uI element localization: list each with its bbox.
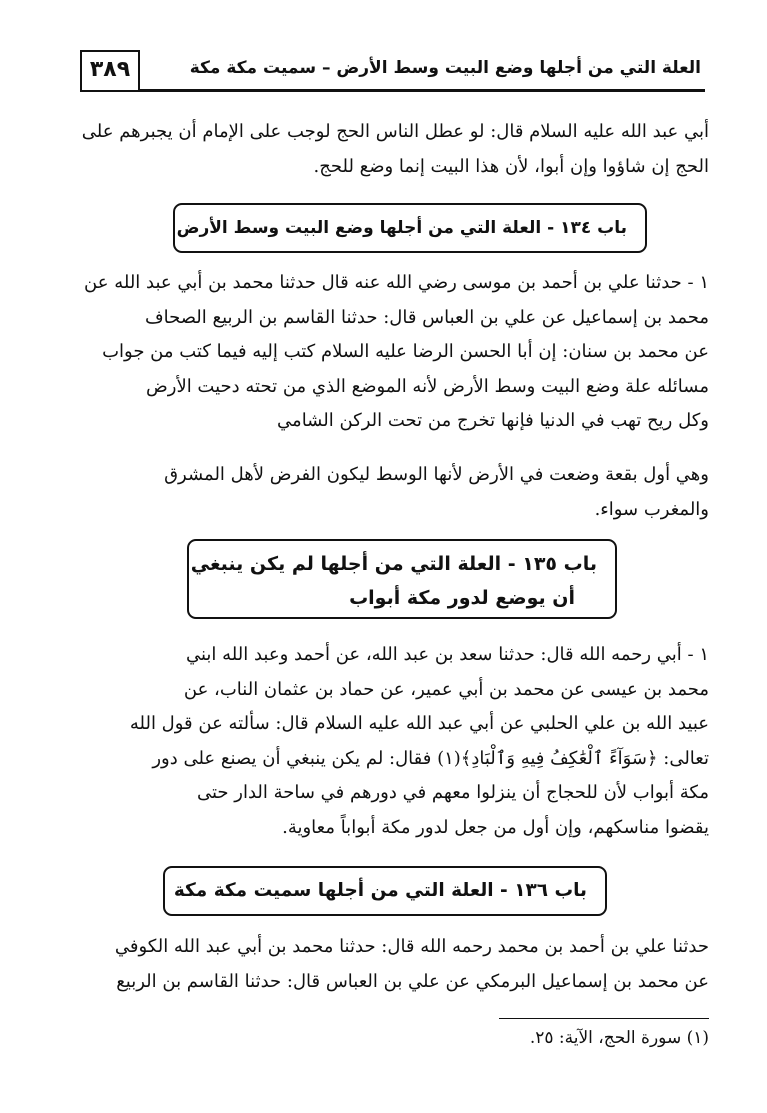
text-line: عبيد الله بن علي الحلبي عن أبي عبد الله عليه السلام قال: سألته عن قول الله (129, 713, 709, 734)
hadith-136-paragraph (61, 930, 709, 999)
chapter-heading-135 (187, 539, 617, 619)
running-title: العلة التي من أجلها وضع البيت وسط الأرض – سميت مكة مكة (189, 58, 701, 78)
footnote: (١) سورة الحج، الآية: ٢٥. (529, 1028, 709, 1048)
text-line: ١ - حدثنا علي بن أحمد بن موسى رضي الله عنه قال حدثنا محمد بن أبي عبد الله عن (84, 272, 709, 293)
footnote-rule (499, 1018, 709, 1019)
text-line: محمد بن إسماعيل عن علي بن العباس قال: حدثنا القاسم بن الربيع الصحاف (144, 306, 709, 328)
text-line: مكة أبواب لأن للحجاج أن ينزلوا معهم في دورهم في ساحة الدار حتى (196, 782, 709, 803)
hadith-135-paragraph (61, 638, 709, 845)
chapter-title: باب ١٣٦ - العلة التي من أجلها سميت مكة مكة (173, 880, 587, 901)
text-line: وهي أول بقعة وضعت في الأرض لأنها الوسط ليكون الفرض لأهل المشرق (164, 464, 709, 485)
text-line: أبي عبد الله عليه السلام قال: لو عطل الناس الحج لوجب على الإمام أن يجبرهم على (81, 121, 709, 142)
running-header (80, 50, 705, 92)
text-line: محمد بن عيسى عن محمد بن أبي عمير، عن حماد بن عثمان الناب، عن (183, 678, 709, 700)
chapter-title: باب ١٣٤ - العلة التي من أجلها وضع البيت وسط الأرض (176, 218, 627, 238)
text-line: والمغرب سواء. (594, 498, 709, 520)
chapter-title-line: باب ١٣٥ - العلة التي من أجلها لم يكن ينبغي (190, 553, 597, 575)
text-line: عن محمد بن إسماعيل البرمكي عن علي بن العباس قال: حدثنا القاسم بن الربيع (116, 970, 709, 992)
chapter-title-line: أن يوضع لدور مكة أبواب (349, 587, 575, 609)
hadith-134-continuation (61, 458, 709, 527)
text-line: ١ - أبي رحمه الله قال: حدثنا سعد بن عبد الله، عن أحمد وعبد الله ابني (185, 644, 709, 665)
chapter-heading-134 (173, 203, 647, 253)
text-line: يقضوا مناسكهم، وإن أول من جعل لدور مكة أبواباً معاوية. (282, 816, 709, 838)
text-line: الحج إن شاؤوا وإن أبوا، لأن هذا البيت إنما وضع للحج. (313, 155, 709, 177)
text-line: عن محمد بن سنان: إن أبا الحسن الرضا عليه السلام كتب إليه فيما كتب من جواب (102, 341, 709, 362)
hadith-134-paragraph (61, 266, 709, 439)
intro-paragraph (61, 115, 709, 184)
chapter-heading-136 (163, 866, 607, 916)
text-line: تعالى: ﴿سَوَآءً ٱلْعَٰكِفُ فِيهِ وَٱلْبَادِ﴾(١) فقال: لم يكن ينبغي أن يصنع على دور (152, 747, 709, 769)
text-line: مسائله علة وضع البيت وسط الأرض لأنه الموضع الذي من تحته دحيت الأرض (145, 375, 709, 397)
text-line: حدثنا علي بن أحمد بن محمد رحمه الله قال: حدثنا محمد بن أبي عبد الله الكوفي (114, 936, 709, 957)
header-rule (80, 89, 705, 92)
text-line: وكل ريح تهب في الدنيا فإنها تخرج من تحت الركن الشامي (277, 410, 709, 431)
page-number: ٣٨٩ (80, 50, 140, 90)
